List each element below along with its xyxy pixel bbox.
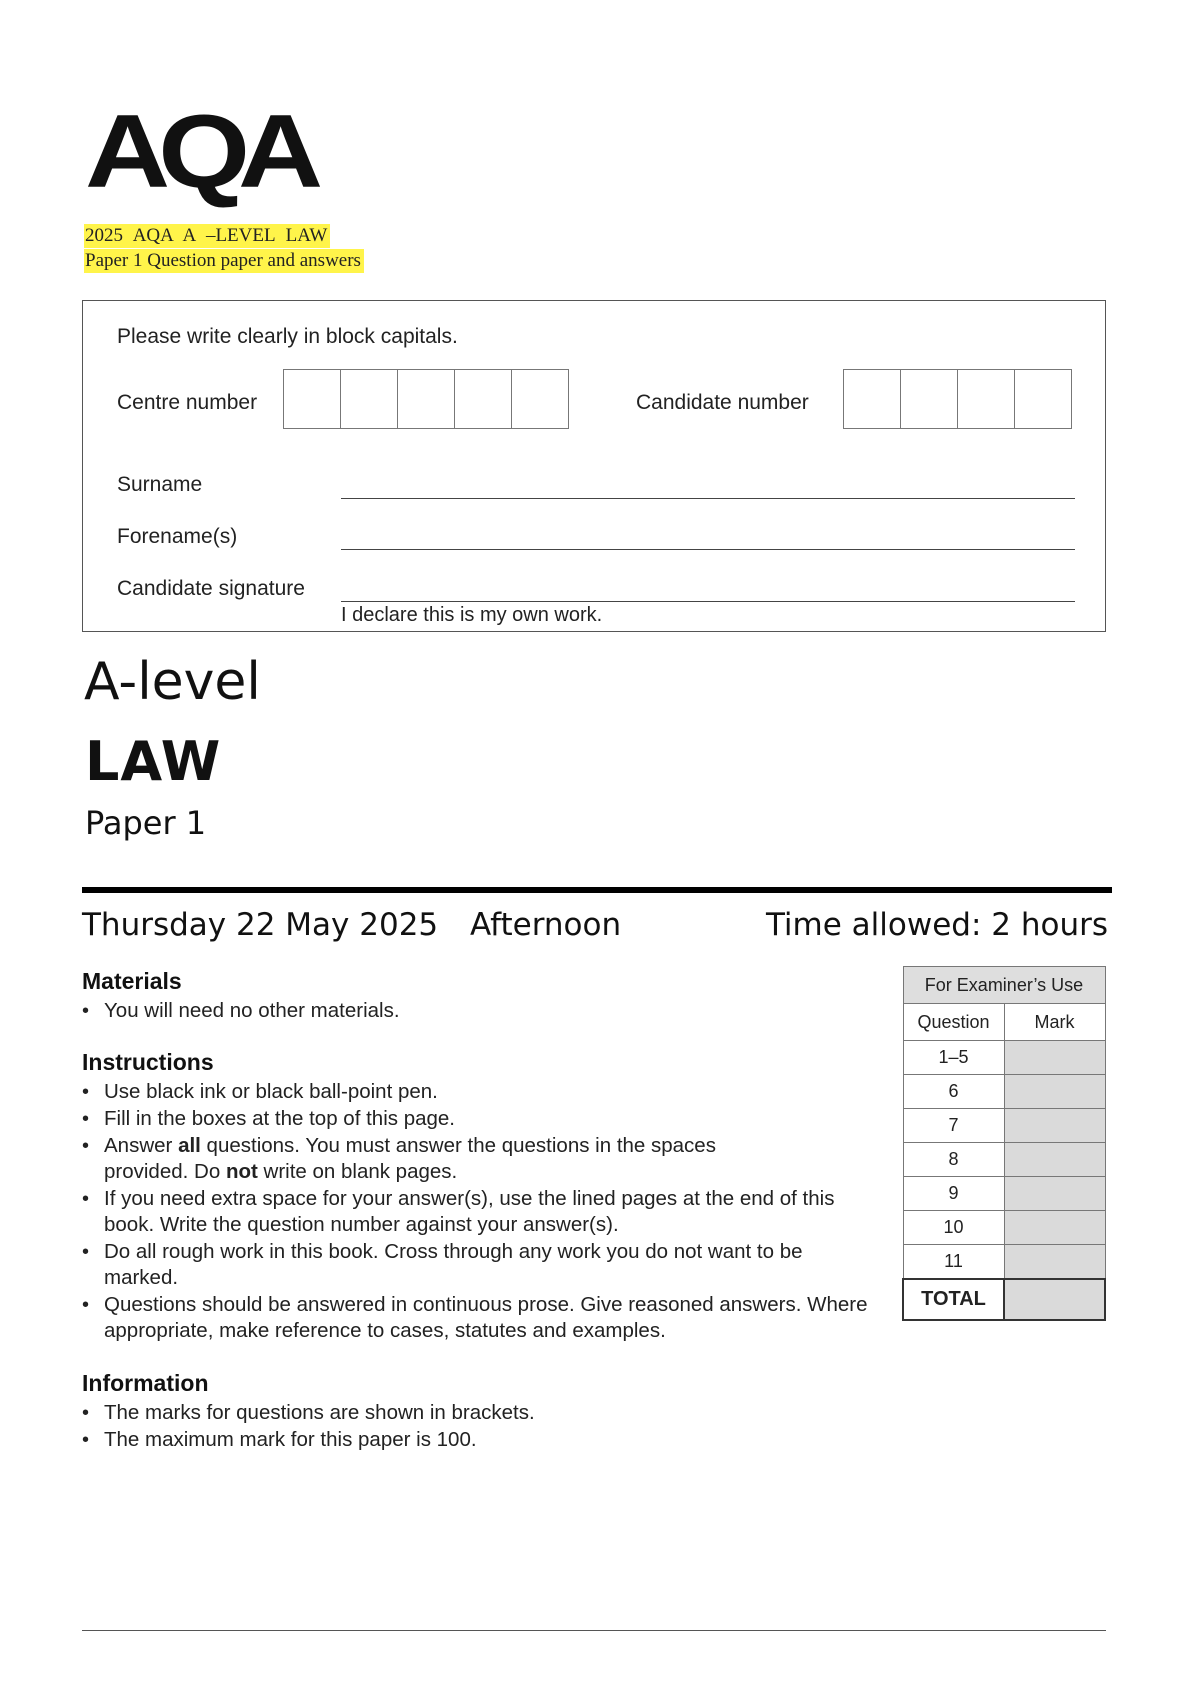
forenames-label: Forename(s) [117, 525, 238, 548]
text: questions. You must answer the questions in the spaces [200, 1134, 716, 1157]
candidate-digit-box[interactable] [844, 370, 901, 428]
centre-digit-box[interactable] [455, 370, 512, 428]
centre-number-input[interactable] [283, 369, 569, 429]
aqa-logo: AQA [85, 93, 312, 210]
declaration-text: I declare this is my own work. [341, 604, 603, 626]
question-cell: 1–5 [903, 1041, 1004, 1075]
text: write on blank pages. [257, 1160, 458, 1183]
candidate-number-input[interactable] [843, 369, 1072, 429]
information-list [82, 1400, 882, 1454]
question-cell: 8 [903, 1143, 1004, 1177]
list-item: • If you need extra space for your answer(s), use the lined pages at the end of this book. Write the question number against your answer(s). [82, 1186, 882, 1238]
list-item: • Do all rough work in this book. Cross through any work you do not want to be marked. [82, 1239, 882, 1291]
exam-date: Thursday 22 May 2025 [82, 907, 439, 943]
subtitle-line-2: Paper 1 Question paper and answers [84, 249, 364, 273]
total-label: TOTAL [903, 1279, 1004, 1320]
time-allowed: Time allowed: 2 hours [765, 907, 1108, 943]
mark-cell [1004, 1177, 1105, 1211]
emphasis: not [225, 1160, 258, 1183]
candidate-details-box [82, 300, 1106, 632]
examiner-use-table [902, 966, 1106, 1321]
question-cell: 9 [903, 1177, 1004, 1211]
information-heading: Information [82, 1370, 209, 1396]
block-capitals-instruction: Please write clearly in block capitals. [117, 325, 458, 348]
candidate-digit-box[interactable] [958, 370, 1015, 428]
mark-column-header: Mark [1004, 1004, 1105, 1041]
question-column-header: Question [903, 1004, 1004, 1041]
list-item: • Questions should be answered in continuous prose. Give reasoned answers. Where appropriate, make reference to cases, statutes and examples. [82, 1292, 882, 1344]
qualification-title: A-level [84, 652, 261, 712]
paper-title: Paper 1 [85, 804, 207, 842]
candidate-number-label: Candidate number [636, 391, 809, 414]
centre-digit-box[interactable] [512, 370, 568, 428]
forenames-input-line[interactable] [341, 549, 1075, 550]
centre-number-label: Centre number [117, 391, 258, 414]
centre-digit-box[interactable] [284, 370, 341, 428]
centre-digit-box[interactable] [398, 370, 455, 428]
question-cell: 6 [903, 1075, 1004, 1109]
text: Answer [104, 1134, 179, 1157]
subtitle-line-1: 2025 AQA A –LEVEL LAW [84, 224, 330, 248]
list-item: • You will need no other materials. [82, 998, 882, 1024]
mark-cell [1004, 1041, 1105, 1075]
instructions-list [82, 1079, 882, 1345]
footer-divider [82, 1630, 1106, 1631]
list-item: • The maximum mark for this paper is 100. [82, 1427, 882, 1453]
mark-cell [1004, 1211, 1105, 1245]
emphasis: all [178, 1134, 201, 1157]
list-item: • Fill in the boxes at the top of this page. [82, 1106, 882, 1132]
list-item: • Use black ink or black ball-point pen. [82, 1079, 882, 1105]
candidate-digit-box[interactable] [1015, 370, 1071, 428]
mark-cell [1004, 1109, 1105, 1143]
instructions-heading: Instructions [82, 1049, 214, 1075]
exam-session: Afternoon [470, 907, 622, 943]
surname-label: Surname [117, 473, 203, 496]
mark-cell [1004, 1075, 1105, 1109]
total-mark-cell [1004, 1279, 1105, 1320]
question-cell: 10 [903, 1211, 1004, 1245]
divider [82, 887, 1112, 893]
subject-title: LAW [85, 730, 222, 793]
materials-heading: Materials [82, 968, 182, 994]
mark-cell [1004, 1245, 1105, 1280]
question-cell: 11 [903, 1245, 1004, 1280]
list-item [82, 1133, 882, 1185]
signature-label: Candidate signature [117, 577, 305, 600]
list-item: • The marks for questions are shown in brackets. [82, 1400, 882, 1426]
surname-input-line[interactable] [341, 498, 1075, 499]
candidate-digit-box[interactable] [901, 370, 958, 428]
table-title: For Examiner’s Use [903, 967, 1105, 1004]
centre-digit-box[interactable] [341, 370, 398, 428]
signature-input-line[interactable] [341, 601, 1075, 602]
mark-cell [1004, 1143, 1105, 1177]
text: provided. Do [104, 1160, 226, 1183]
question-cell: 7 [903, 1109, 1004, 1143]
materials-list [82, 998, 882, 1025]
